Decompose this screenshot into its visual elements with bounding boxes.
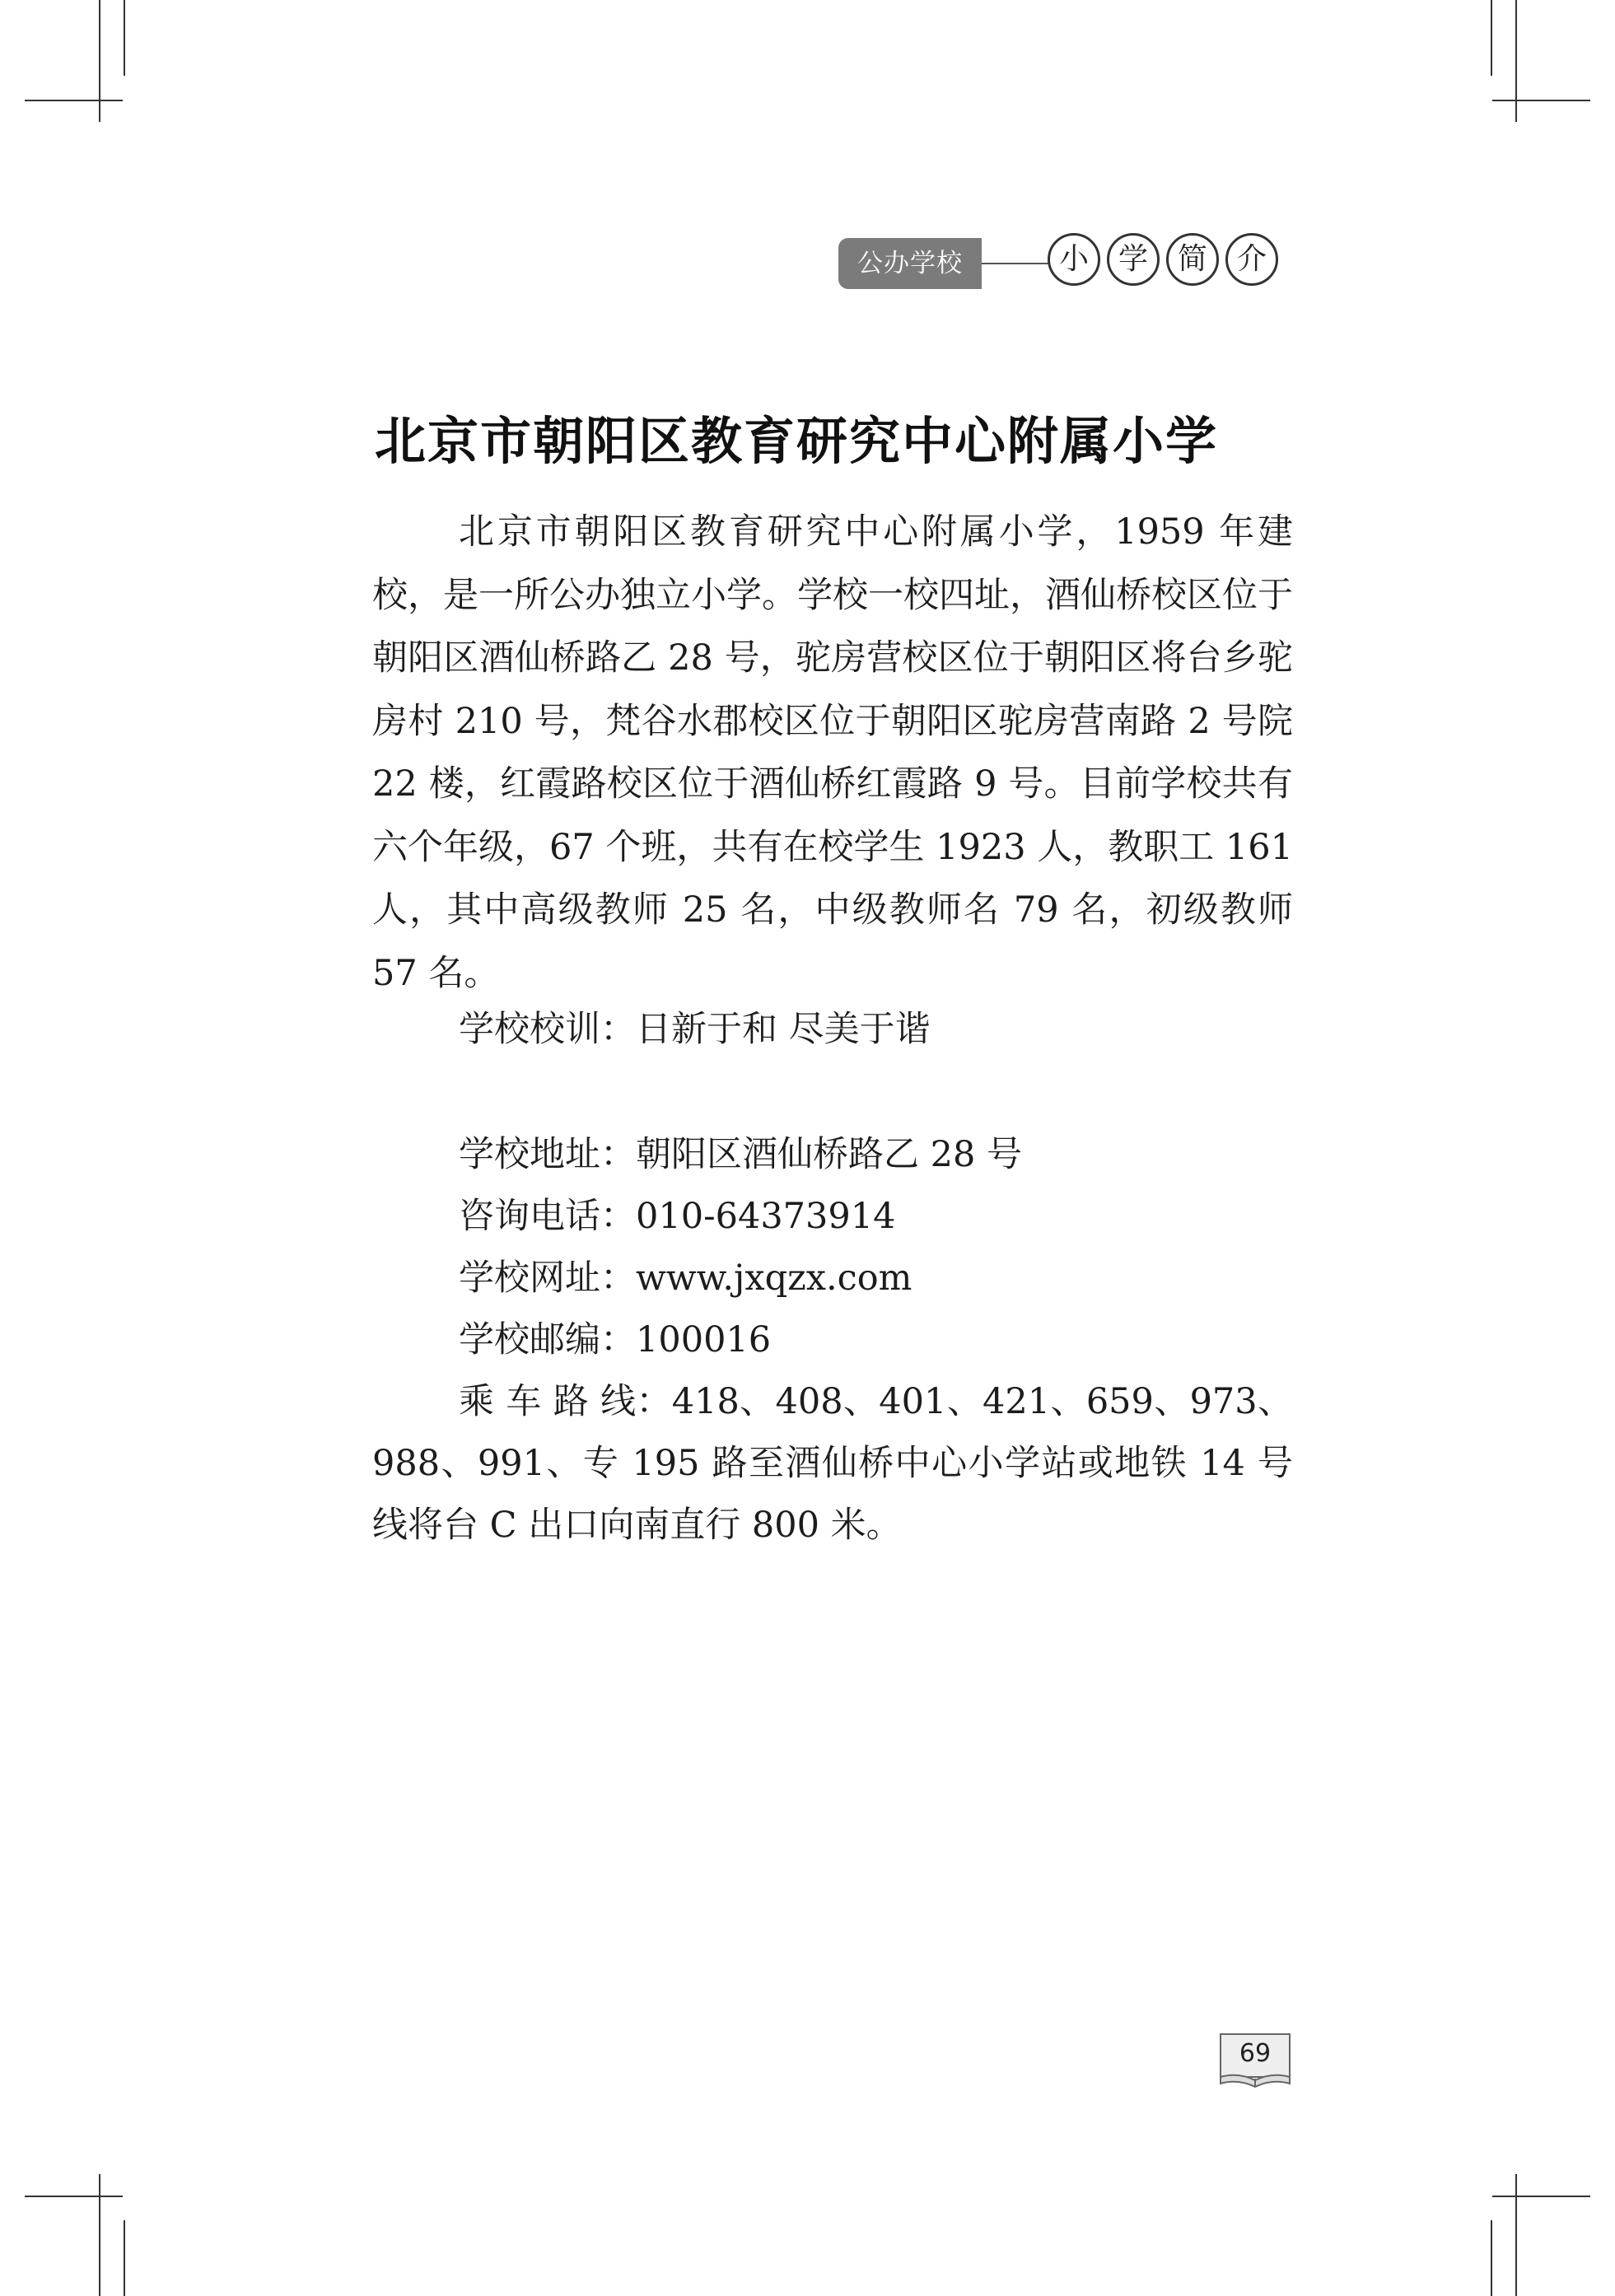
crop-mark-bottom-right-vertical-outer xyxy=(1491,2220,1492,2296)
crop-mark-top-right-horizontal xyxy=(1492,100,1590,101)
school-motto: 学校校训：日新于和 尽美于谐 xyxy=(459,1009,931,1050)
bus-route-text: 乘 车 路 线：418、408、401、421、659、973、988、991、专 195 路至酒仙桥中心小学站或地铁 14 号线将台 C 出口向南直行 800 米。 xyxy=(372,1381,1293,1546)
crop-mark-bottom-left-vertical-outer xyxy=(124,2220,125,2296)
school-title: 北京市朝阳区教育研究中心附属小学 xyxy=(375,411,1219,471)
crop-mark-top-left-vertical-outer xyxy=(124,0,125,76)
phone-line: 咨询电话：010-64373914 xyxy=(459,1196,896,1237)
header-connector-line xyxy=(982,263,1049,264)
section-title-char: 简 xyxy=(1166,233,1219,286)
section-title-char: 介 xyxy=(1225,233,1278,286)
section-tag: 公办学校 xyxy=(838,238,982,289)
page-number-badge xyxy=(1217,2031,1293,2088)
crop-mark-bottom-left-horizontal xyxy=(25,2196,123,2197)
page-number: 69 xyxy=(1239,2039,1272,2068)
crop-mark-bottom-right-vertical xyxy=(1515,2174,1517,2296)
section-title-char: 学 xyxy=(1107,233,1160,286)
crop-mark-top-right-vertical xyxy=(1515,0,1517,122)
postcode-line: 学校邮编：100016 xyxy=(459,1319,772,1360)
contact-info xyxy=(372,1124,1293,1556)
crop-mark-bottom-right-horizontal xyxy=(1492,2196,1590,2197)
website-line: 学校网址：www.jxqzx.com xyxy=(459,1258,913,1299)
crop-mark-top-left-horizontal xyxy=(25,100,123,101)
crop-mark-bottom-left-vertical xyxy=(99,2174,100,2296)
running-header xyxy=(838,233,1283,292)
section-title xyxy=(1048,233,1278,286)
crop-mark-top-right-vertical-outer xyxy=(1491,0,1492,76)
section-title-char: 小 xyxy=(1048,233,1100,286)
school-description: 北京市朝阳区教育研究中心附属小学，1959 年建校，是一所公办独立小学。学校一校四址，酒仙桥校区位于朝阳区酒仙桥路乙 28 号，驼房营校区位于朝阳区将台乡驼房村 210 号，梵谷水郡校区位于朝阳区驼房营南路 2 号院 22 楼，红霞路校区位于酒仙桥红霞路 9 号。目前学校共有六个年级，67 个班，共有在校学生 1923 人，教职工 161 人，其中高级教师 25 名，中级教师名 79 名，初级教师 57 名。 xyxy=(372,511,1293,994)
crop-mark-top-left-vertical xyxy=(99,0,100,122)
address-line: 学校地址：朝阳区酒仙桥路乙 28 号 xyxy=(459,1134,1023,1175)
